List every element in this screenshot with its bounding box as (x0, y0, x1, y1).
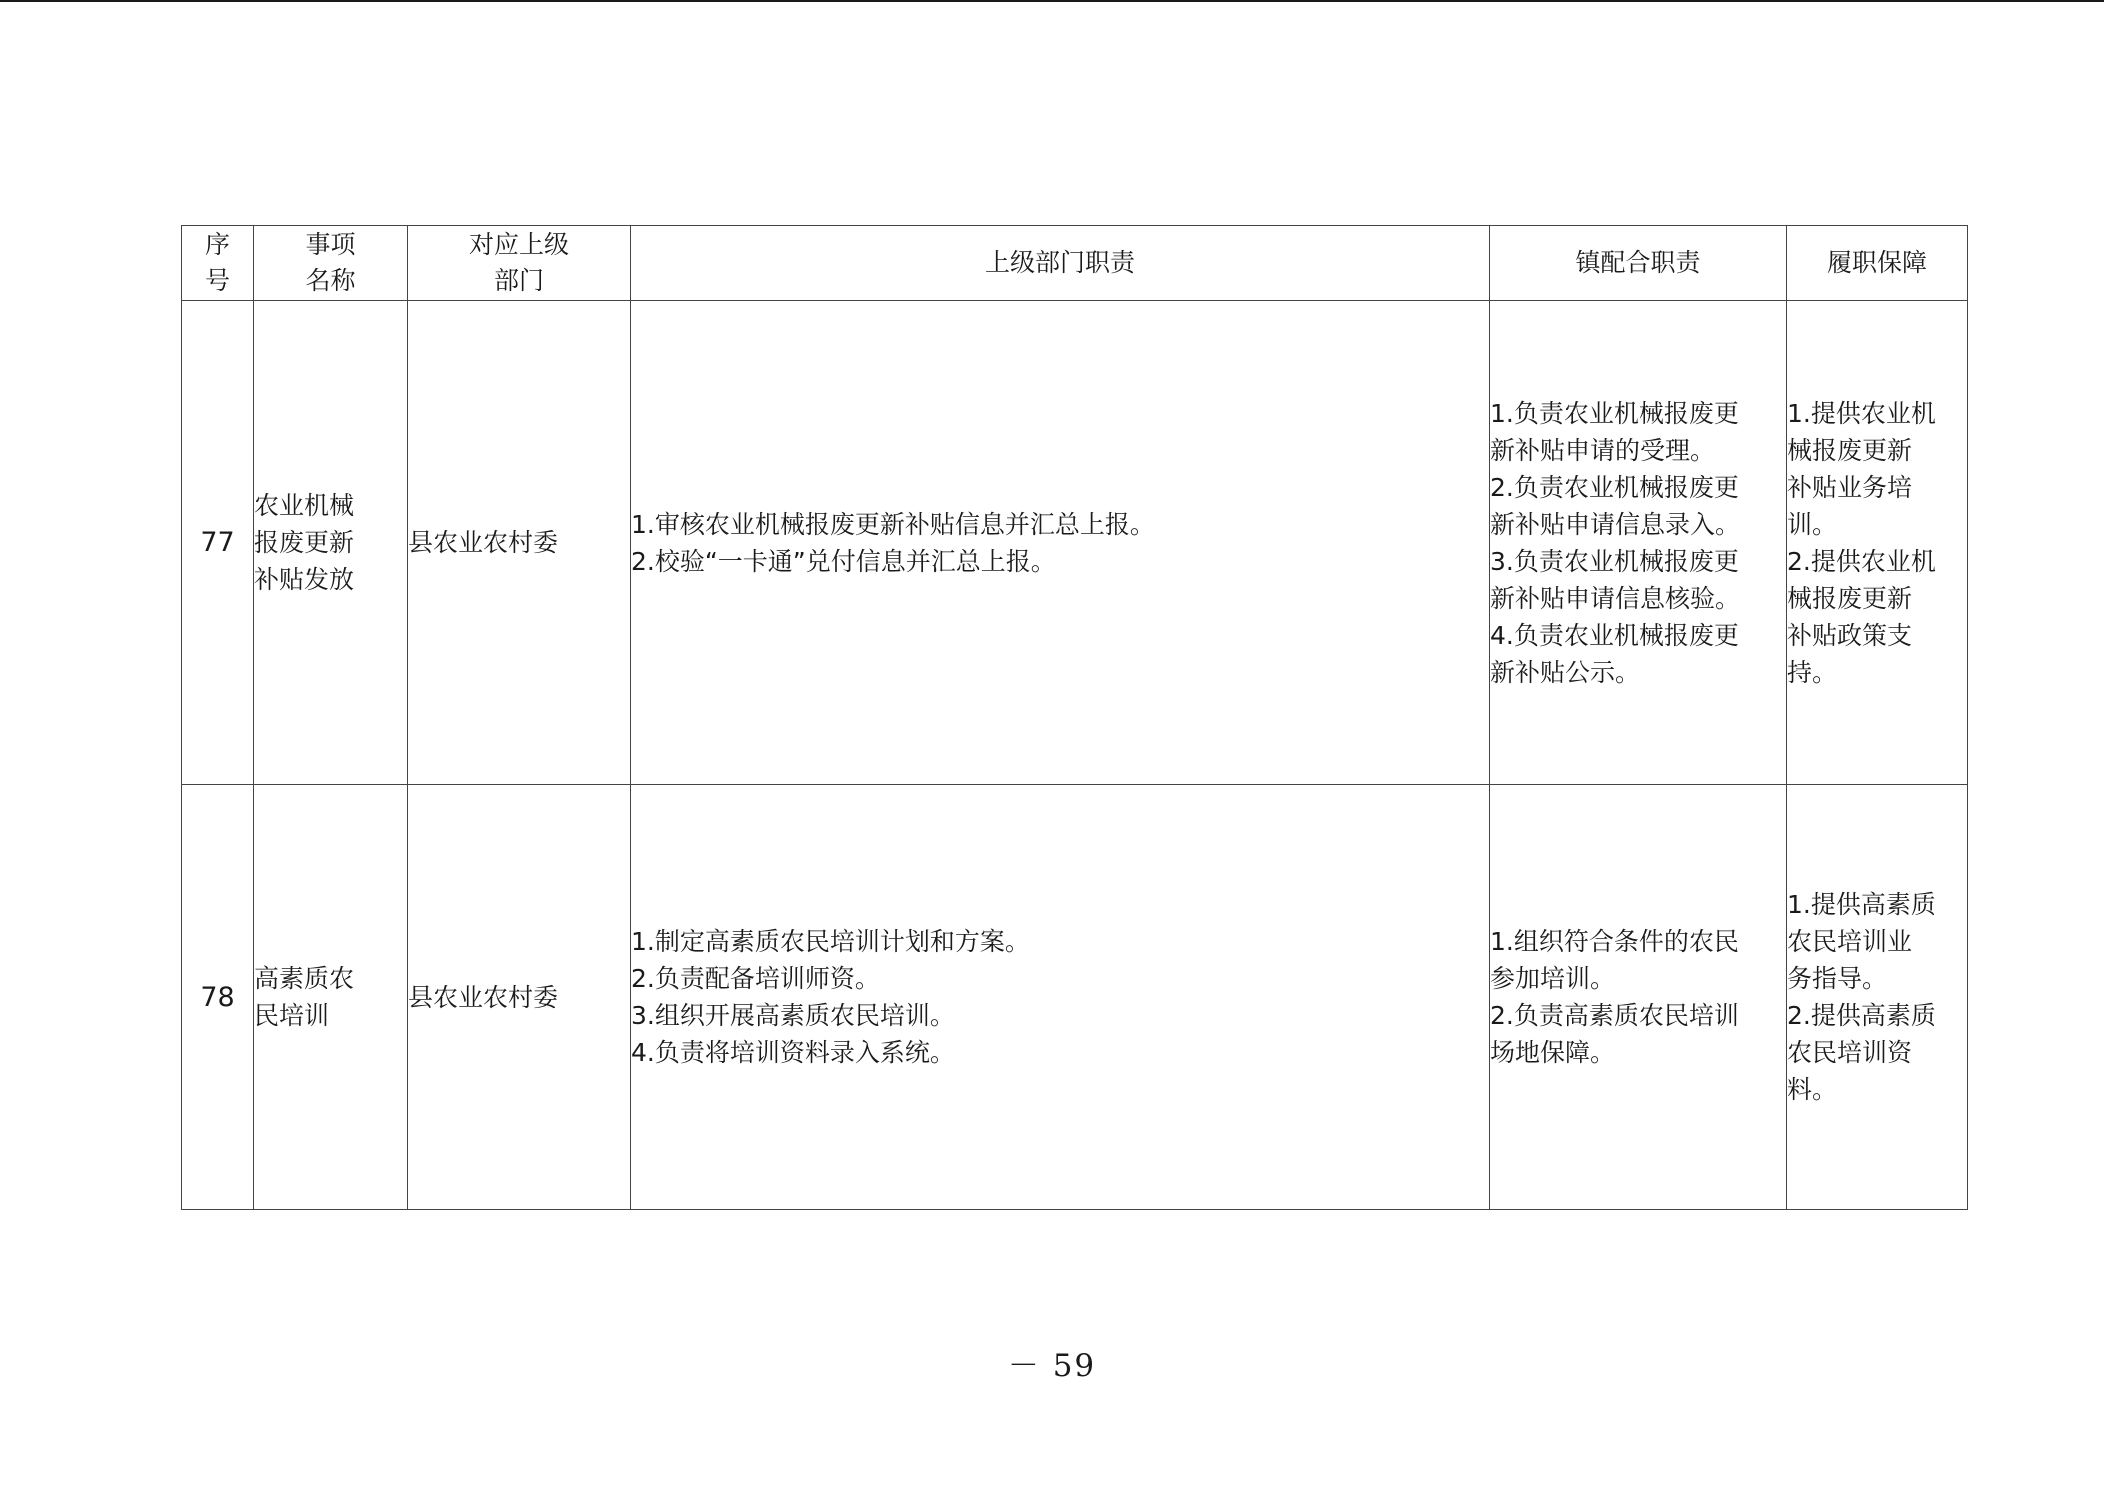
header-upper-duty: 上级部门职责 (631, 226, 1490, 301)
page-top-border (0, 0, 2104, 2)
header-town-duty: 镇配合职责 (1490, 226, 1787, 301)
cell-dept: 县农业农村委 (408, 301, 631, 785)
header-row (182, 226, 1968, 301)
cell-guarantee: 1.提供农业机 械报废更新 补贴业务培 训。 2.提供农业机 械报废更新 补贴政策支 持。 (1787, 301, 1968, 785)
cell-seq: 78 (182, 785, 254, 1210)
duties-table (181, 225, 1968, 1210)
page-number: － 59 (1007, 1348, 1097, 1384)
cell-item-name: 高素质农 民培训 (254, 785, 408, 1210)
table-row (182, 785, 1968, 1210)
cell-town-duty: 1.负责农业机械报废更 新补贴申请的受理。 2.负责农业机械报废更 新补贴申请信息录入。 3.负责农业机械报废更 新补贴申请信息核验。 4.负责农业机械报废更 新补贴公示。 (1490, 301, 1787, 785)
cell-upper-duty: 1.审核农业机械报废更新补贴信息并汇总上报。 2.校验“一卡通”兑付信息并汇总上报。 (631, 301, 1490, 785)
header-guarantee: 履职保障 (1787, 226, 1968, 301)
header-dept: 对应上级 部门 (408, 226, 631, 301)
cell-upper-duty: 1.制定高素质农民培训计划和方案。 2.负责配备培训师资。 3.组织开展高素质农民培训。 4.负责将培训资料录入系统。 (631, 785, 1490, 1210)
cell-dept: 县农业农村委 (408, 785, 631, 1210)
cell-item-name: 农业机械 报废更新 补贴发放 (254, 301, 408, 785)
table-row (182, 301, 1968, 785)
cell-guarantee: 1.提供高素质 农民培训业 务指导。 2.提供高素质 农民培训资 料。 (1787, 785, 1968, 1210)
header-seq: 序 号 (182, 226, 254, 301)
header-item-name: 事项 名称 (254, 226, 408, 301)
cell-town-duty: 1.组织符合条件的农民 参加培训。 2.负责高素质农民培训 场地保障。 (1490, 785, 1787, 1210)
cell-seq: 77 (182, 301, 254, 785)
